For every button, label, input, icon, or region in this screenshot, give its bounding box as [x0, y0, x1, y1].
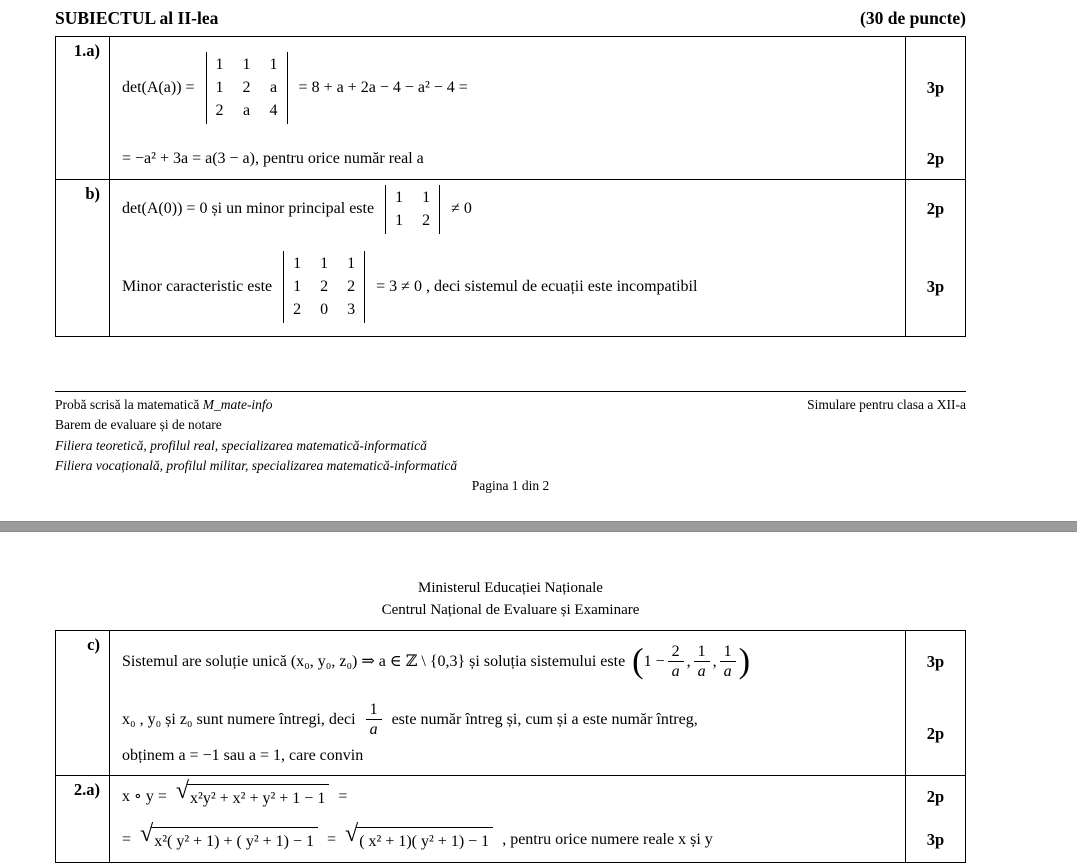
math-text: = −a² + 3a = a(3 − a), pentru orice număr real a [122, 150, 424, 167]
math-text: Minor caracteristic este [122, 278, 273, 295]
subject-title: SUBIECTUL al II-lea [55, 8, 219, 28]
points-total: (30 de puncte) [860, 8, 966, 28]
footer-proba [55, 395, 272, 415]
det-cell: 1 [269, 56, 278, 73]
math-text: , [712, 652, 717, 670]
math-text: det(A(a)) = [122, 79, 195, 96]
table-row-c [56, 631, 965, 776]
solution-subline [122, 696, 897, 744]
det-cell: 1 [293, 278, 302, 295]
fraction-denominator: a [723, 663, 732, 681]
math-text: x ∘ y = [122, 787, 167, 805]
fraction-numerator: 1 [720, 643, 736, 663]
footer-simulare: Simulare pentru clasa a XII-a [807, 397, 966, 412]
points-badge: 2p [905, 180, 965, 238]
points-badge: 3p [905, 238, 965, 336]
math-text: este număr întreg și, cum și a este număr întreg, [391, 710, 698, 728]
page1-header [55, 8, 966, 29]
points-badge: 2p [905, 776, 965, 818]
det-cell: 2 [215, 102, 224, 119]
footer-proba-line [55, 395, 966, 415]
sqrt-radical [140, 820, 318, 854]
table-row-1a [56, 37, 965, 180]
math-text: ≠ 0 [451, 200, 472, 217]
fraction-denominator: a [697, 663, 706, 681]
solution-line [110, 818, 905, 862]
fraction-denominator: a [369, 721, 378, 739]
math-text: = [338, 787, 348, 805]
center-line: Centrul Național de Evaluare și Examinare [381, 602, 640, 618]
open-paren: ( [632, 642, 644, 681]
scoring-table-page1 [55, 36, 966, 337]
sqrt-radical [175, 777, 329, 811]
det-cell: 4 [269, 102, 278, 119]
scoring-table-page2 [55, 630, 966, 863]
fraction-numerator: 1 [366, 701, 382, 721]
footer-proba-label: Probă scrisă la matematică [55, 397, 203, 412]
page-break-bar [0, 521, 1077, 532]
det-cell: 1 [215, 56, 224, 73]
table-row-2a [56, 776, 965, 862]
radicand: ( x² + 1)( y² + 1) − 1 [356, 827, 493, 854]
page2-header [55, 578, 966, 622]
radicand: x²( y² + 1) + ( y² + 1) − 1 [151, 827, 318, 854]
fraction [694, 643, 710, 681]
solution-line [110, 693, 905, 775]
solution-line [110, 180, 905, 238]
determinant-3x3 [283, 251, 365, 323]
determinant-3x3 [206, 52, 288, 124]
page1-footer [55, 391, 966, 496]
solution-tuple [632, 643, 750, 681]
solution-line [110, 238, 905, 336]
row-label: 2.a) [56, 776, 110, 862]
fraction-numerator: 2 [668, 643, 684, 663]
radicand: x²y² + x² + y² + 1 − 1 [187, 784, 329, 811]
det-cell: 1 [395, 211, 404, 229]
det-cell: 1 [320, 255, 329, 272]
solution-line [110, 139, 905, 179]
math-text: Sistemul are soluție unică (x₀, y₀, z₀) ⇒ a ∈ ℤ \ {0,3} și soluția sistemului este [122, 652, 626, 670]
det-cell: 0 [320, 301, 329, 318]
det-cell: 1 [422, 188, 431, 206]
math-text: , [686, 652, 691, 670]
points-badge: 3p [905, 631, 965, 693]
fraction-denominator: a [671, 663, 680, 681]
solution-line [110, 776, 905, 818]
math-text: , pentru orice numere reale x și y [502, 830, 713, 848]
row-label: b) [56, 180, 110, 336]
radical-sign: √ [140, 820, 154, 847]
math-text: = 3 ≠ 0 , deci sistemul de ecuații este incompatibil [376, 278, 698, 295]
table-row-b [56, 180, 965, 336]
math-text: x₀ , y₀ și z₀ sunt numere întregi, deci [122, 710, 356, 728]
footer-filiera1: Filiera teoretică, profilul real, specializarea matematică-informatică [55, 437, 427, 453]
row-label: 1.a) [56, 37, 110, 179]
solution-line [110, 631, 905, 693]
footer-barem-line: Barem de evaluare și de notare [55, 417, 222, 433]
points-badge: 3p [905, 818, 965, 862]
math-text: = [122, 830, 132, 848]
footer-pagina: Pagina 1 din 2 [471, 478, 550, 493]
det-cell: 2 [347, 278, 356, 295]
points-badge: 2p [905, 139, 965, 179]
math-text: = [327, 830, 337, 848]
radical-sign: √ [175, 777, 190, 804]
radical-sign: √ [345, 820, 359, 847]
det-cell: a [242, 102, 251, 119]
points-badge: 3p [905, 37, 965, 139]
close-paren: ) [738, 642, 751, 681]
fraction [366, 701, 382, 739]
fraction [720, 643, 736, 681]
det-cell: 3 [347, 301, 356, 318]
det-cell: 1 [395, 188, 404, 206]
math-text: det(A(0)) = 0 și un minor principal este [122, 200, 375, 217]
solution-line [110, 37, 905, 139]
document-page [0, 8, 1077, 863]
det-cell: 2 [320, 278, 329, 295]
det-cell: 2 [293, 301, 302, 318]
row-label: c) [56, 631, 110, 775]
math-text: 1 − [643, 652, 665, 670]
det-cell: 1 [347, 255, 356, 272]
det-cell: 1 [242, 56, 251, 73]
det-cell: 2 [422, 211, 431, 229]
footer-proba-name: M_mate-info [202, 397, 273, 412]
fraction [668, 643, 684, 681]
fraction-numerator: 1 [694, 643, 710, 663]
ministry-line: Ministerul Educației Naționale [418, 580, 603, 597]
det-cell: 2 [242, 79, 251, 96]
solution-subline: obținem a = −1 sau a = 1, care convin [122, 746, 364, 764]
det-cell: 1 [215, 79, 224, 96]
det-cell: 1 [293, 255, 302, 272]
sqrt-radical [345, 820, 493, 854]
footer-filiera2: Filiera vocațională, profilul militar, specializarea matematică-informatică [55, 457, 458, 473]
math-text: = 8 + a + 2a − 4 − a² − 4 = [298, 79, 468, 96]
determinant-2x2 [385, 185, 440, 234]
det-cell: a [269, 79, 278, 96]
points-badge: 2p [905, 693, 965, 775]
